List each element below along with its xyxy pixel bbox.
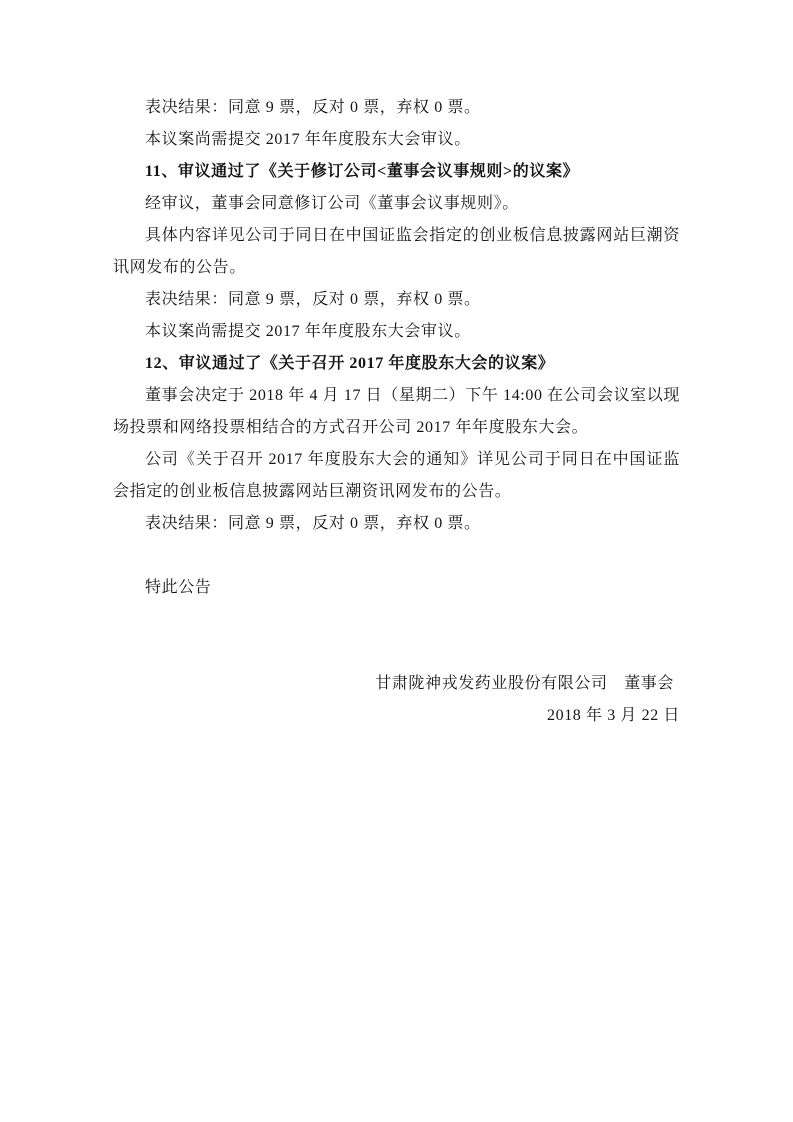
paragraph-details-item11: 具体内容详见公司于同日在中国证监会指定的创业板信息披露网站巨潮资讯网发布的公告。 [113, 227, 680, 276]
paragraph-meeting-notice: 公司《关于召开 2017 年度股东大会的通知》详见公司于同日在中国证监会指定的创业板信息披露网站巨潮资讯网发布的公告。 [113, 451, 680, 500]
paragraph-vote-result-item10: 表决结果：同意 9 票，反对 0 票，弃权 0 票。 [145, 99, 481, 116]
paragraph-submit-agm-item11: 本议案尚需提交 2017 年年度股东大会审议。 [145, 323, 471, 340]
paragraph-vote-result-item11: 表决结果：同意 9 票，反对 0 票，弃权 0 票。 [145, 291, 481, 308]
paragraph-approval-item11: 经审议，董事会同意修订公司《董事会议事规则》。 [145, 195, 519, 212]
paragraph-meeting-decision: 董事会决定于 2018 年 4 月 17 日（星期二）下午 14:00 在公司会议室以现场投票和网络投票相结合的方式召开公司 2017 年年度股东大会。 [113, 387, 680, 436]
paragraph-closing-statement: 特此公告 [145, 579, 212, 596]
paragraph-vote-result-item12: 表决结果：同意 9 票，反对 0 票，弃权 0 票。 [145, 515, 481, 532]
heading-item-11: 11、审议通过了《关于修订公司<董事会议事规则>的议案》 [145, 163, 580, 180]
paragraph-submit-agm-item10: 本议案尚需提交 2017 年年度股东大会审议。 [145, 131, 471, 148]
signature-company-line: 甘肃陇神戎发药业股份有限公司 董事会 [375, 675, 674, 692]
signature-date-line: 2018 年 3 月 22 日 [547, 707, 680, 724]
heading-item-12: 12、审议通过了《关于召开 2017 年度股东大会的议案》 [145, 355, 555, 372]
signature-block [113, 668, 680, 732]
